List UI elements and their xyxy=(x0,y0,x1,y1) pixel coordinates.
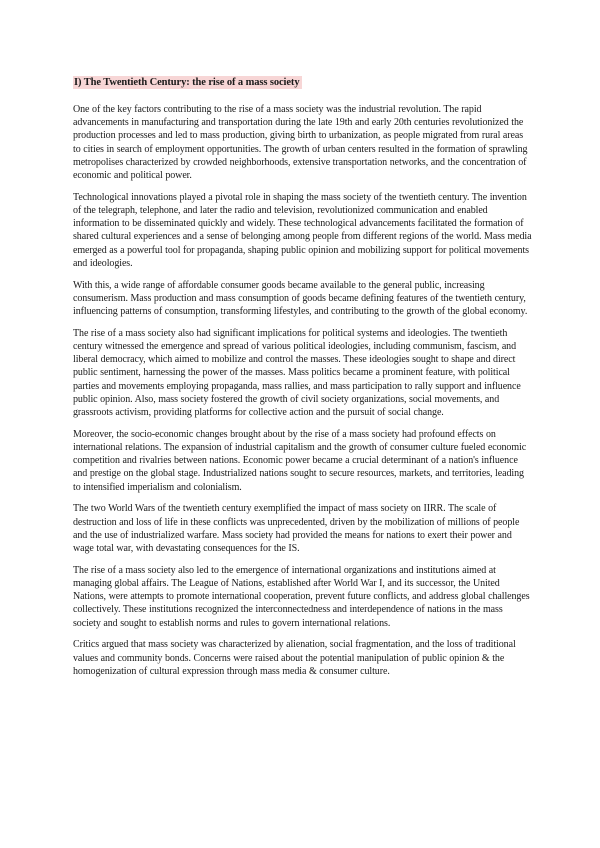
paragraph-world-wars: The two World Wars of the twentieth century exemplified the impact of mass society on IIRR. The scale of destruction and loss of life in these conflicts was unprecedented, driven by the mobilization of millions of people and the use of industrialized warfare. Mass society had provided the means for nations to exert their power and wage total war, with devastating consequences for the IS. xyxy=(73,503,520,555)
paragraph-political-systems: The rise of a mass society also had significant implications for political systems and ideologies. The twentieth century witnessed the emergence and spread of various political ideologies, including communism, fascism, and liberal democracy, which aimed to mobilize and control the masses. These ideologies sought to shape and direct public sentiment, harnessing the power of the masses. Mass politics became a prominent feature, with political parties and movements employing propaganda, mass rallies, and mass participation to rally support and influence public opinion. Also, mass society fostered the growth of civil society organizations, social movements, and grassroots activism, providing platforms for collective action and the pursuit of social change. xyxy=(73,327,521,419)
document-page xyxy=(73,72,533,687)
paragraph-international-relations: Moreover, the socio-economic changes brought about by the rise of a mass society had profound effects on international relations. The expansion of industrial capitalism and the growth of consumer culture fueled economic competition and rivalries between nations. Economic power became a crucial determinant of a nation's influence and prestige on the global stage. Industrialized nations sought to secure resources, markets, and territories, leading to intensified imperialism and colonialism. xyxy=(73,428,527,493)
paragraph-technological-innovations: Technological innovations played a pivotal role in shaping the mass society of the twentieth century. The invention of the telegraph, telephone, and later the radio and television, revolutionized communication and enabled information to be disseminated quickly and widely. These technological advancements facilitated the formation of shared cultural experiences and a sense of belonging among people from different regions of the world. Mass media emerged as a powerful tool for propaganda, shaping public opinion and mobilizing support for political movements and ideologies. xyxy=(73,191,532,269)
paragraph-industrial-revolution: One of the key factors contributing to the rise of a mass society was the industrial revolution. The rapid advancements in manufacturing and transportation during the late 19th and early 20th centuries revolutionized the production processes and led to mass production, giving birth to urbanization, as people migrated from rural areas to cities in search of employment opportunities. The growth of urban centers resulted in the formation of sprawling metropolises characterized by crowded neighborhoods, extensive transportation networks, and the concentration of economic and political power. xyxy=(73,104,528,182)
paragraph-critics: Critics argued that mass society was characterized by alienation, social fragmentation, and the loss of traditional values and community bonds. Concerns were raised about the potential manipulation of public opinion & the homogenization of cultural expression through mass media & consumer culture. xyxy=(73,639,516,677)
paragraph-consumerism: With this, a wide range of affordable consumer goods became available to the general public, increasing consumerism. Mass production and mass consumption of goods became defining features of the twentieth century, influencing patterns of consumption, transforming lifestyles, and contributing to the growth of the global economy. xyxy=(73,279,528,318)
paragraph-international-organizations: The rise of a mass society also led to the emergence of international organizations and institutions aimed at managing global affairs. The League of Nations, established after World War I, and its successor, the United Nations, were attempts to promote international cooperation, prevent future conflicts, and address global challenges collectively. These institutions recognized the interconnectedness and interdependence of nations in the mass society and sought to establish norms and rules to govern international relations. xyxy=(73,564,530,629)
section-heading: I) The Twentieth Century: the rise of a mass society xyxy=(73,76,302,89)
